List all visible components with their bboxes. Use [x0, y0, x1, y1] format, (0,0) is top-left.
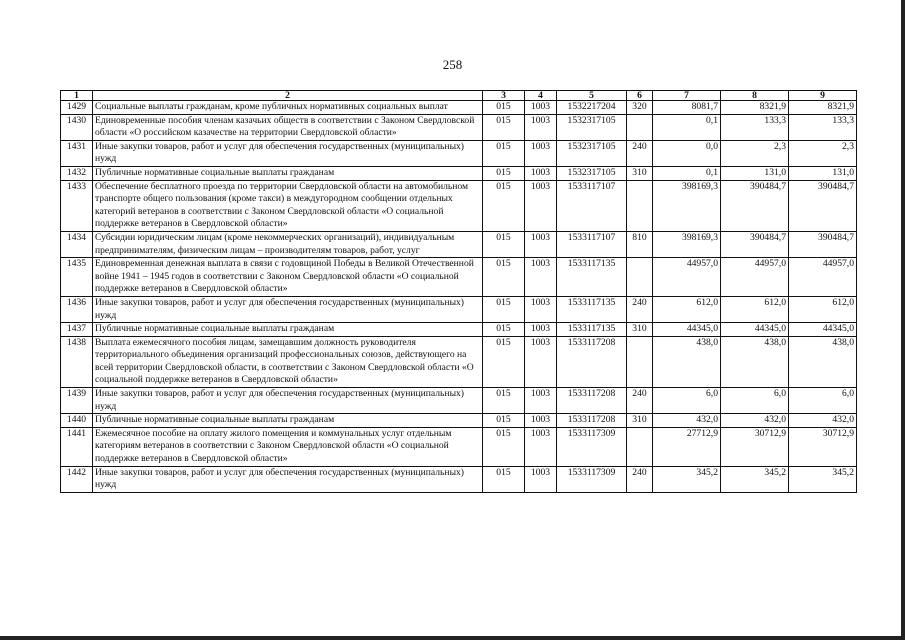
cell-desc: Иные закупки товаров, работ и услуг для обеспечения государственных (муниципальных) нужд: [93, 466, 483, 492]
cell-c6: [627, 336, 653, 387]
column-header: 5: [557, 91, 627, 101]
cell-c3: 015: [483, 258, 525, 297]
table-row: [61, 296, 857, 322]
cell-desc: Публичные нормативные социальные выплаты гражданам: [93, 323, 483, 337]
cell-c3: 015: [483, 180, 525, 231]
cell-c3: 015: [483, 336, 525, 387]
cell-c7: 0,1: [653, 166, 721, 180]
cell-c4: 1003: [525, 427, 557, 466]
cell-c4: 1003: [525, 114, 557, 140]
cell-c4: 1003: [525, 296, 557, 322]
cell-c5: 1533117208: [557, 336, 627, 387]
cell-c9: 44345,0: [789, 323, 857, 337]
cell-num: 1430: [61, 114, 93, 140]
table-row: [61, 414, 857, 428]
column-header: 8: [721, 91, 789, 101]
table-header: [61, 91, 857, 101]
cell-num: 1442: [61, 466, 93, 492]
cell-num: 1439: [61, 388, 93, 414]
cell-c8: 612,0: [721, 296, 789, 322]
cell-c8: 44957,0: [721, 258, 789, 297]
cell-c5: 1532317105: [557, 114, 627, 140]
cell-c6: 810: [627, 231, 653, 257]
cell-desc: Публичные нормативные социальные выплаты гражданам: [93, 166, 483, 180]
cell-c5: 1533117208: [557, 414, 627, 428]
cell-desc: Единовременные пособия членам казачьих обществ в соответствии с Законом Свердловской области «О российском казачестве на территории Свердловской области»: [93, 114, 483, 140]
cell-desc: Публичные нормативные социальные выплаты гражданам: [93, 414, 483, 428]
cell-c8: 8321,9: [721, 101, 789, 115]
column-header: 7: [653, 91, 721, 101]
table-row: [61, 180, 857, 231]
table-row: [61, 427, 857, 466]
table-row: [61, 166, 857, 180]
cell-c4: 1003: [525, 166, 557, 180]
cell-c8: 438,0: [721, 336, 789, 387]
cell-c6: [627, 114, 653, 140]
cell-c8: 390484,7: [721, 180, 789, 231]
cell-c7: 345,2: [653, 466, 721, 492]
table-row: [61, 101, 857, 115]
cell-c4: 1003: [525, 323, 557, 337]
cell-c6: 320: [627, 101, 653, 115]
cell-c6: 310: [627, 166, 653, 180]
cell-c7: 432,0: [653, 414, 721, 428]
cell-c9: 2,3: [789, 140, 857, 166]
cell-num: 1440: [61, 414, 93, 428]
cell-c5: 1532317105: [557, 140, 627, 166]
cell-desc: Выплата ежемесячного пособия лицам, замещавшим должность руководителя территориального объединения организаций профессиональных союзов, действующего на всей территории Свердловской области, в соответствии с Законом Свердловской области «О социальной поддержке ветеранов в Свердловской области»: [93, 336, 483, 387]
cell-c9: 432,0: [789, 414, 857, 428]
cell-desc: Иные закупки товаров, работ и услуг для обеспечения государственных (муниципальных) нужд: [93, 388, 483, 414]
cell-num: 1435: [61, 258, 93, 297]
cell-c4: 1003: [525, 258, 557, 297]
cell-c4: 1003: [525, 180, 557, 231]
cell-c3: 015: [483, 427, 525, 466]
cell-c5: 1533117208: [557, 388, 627, 414]
cell-num: 1431: [61, 140, 93, 166]
cell-desc: Иные закупки товаров, работ и услуг для обеспечения государственных (муниципальных) нужд: [93, 140, 483, 166]
cell-c3: 015: [483, 101, 525, 115]
cell-c3: 015: [483, 114, 525, 140]
cell-c4: 1003: [525, 466, 557, 492]
cell-c6: 240: [627, 296, 653, 322]
column-header: 2: [93, 91, 483, 101]
cell-c7: 27712,9: [653, 427, 721, 466]
cell-c5: 1533117309: [557, 466, 627, 492]
cell-num: 1429: [61, 101, 93, 115]
cell-c7: 398169,3: [653, 231, 721, 257]
table-row: [61, 231, 857, 257]
cell-c8: 131,0: [721, 166, 789, 180]
page-number: 258: [442, 57, 463, 72]
cell-c9: 390484,7: [789, 231, 857, 257]
column-header: 1: [61, 91, 93, 101]
cell-c4: 1003: [525, 336, 557, 387]
cell-c6: [627, 258, 653, 297]
cell-c8: 30712,9: [721, 427, 789, 466]
table-row: [61, 388, 857, 414]
cell-c8: 44345,0: [721, 323, 789, 337]
cell-c7: 6,0: [653, 388, 721, 414]
cell-c9: 131,0: [789, 166, 857, 180]
cell-c5: 1533117309: [557, 427, 627, 466]
cell-c6: 310: [627, 323, 653, 337]
cell-c3: 015: [483, 296, 525, 322]
cell-c8: 2,3: [721, 140, 789, 166]
cell-c5: 1533117107: [557, 180, 627, 231]
cell-c7: 612,0: [653, 296, 721, 322]
cell-c8: 6,0: [721, 388, 789, 414]
cell-num: 1434: [61, 231, 93, 257]
cell-c9: 44957,0: [789, 258, 857, 297]
cell-c5: 1533117135: [557, 323, 627, 337]
cell-c3: 015: [483, 414, 525, 428]
cell-desc: Ежемесячное пособие на оплату жилого помещения и коммунальных услуг отдельным категориям ветеранов в соответствии с Законом Свердловской области «О социальной поддержке ветеранов в Свердловской области»: [93, 427, 483, 466]
cell-c4: 1003: [525, 140, 557, 166]
cell-c5: 1533117135: [557, 296, 627, 322]
cell-num: 1432: [61, 166, 93, 180]
column-header: 6: [627, 91, 653, 101]
cell-c3: 015: [483, 323, 525, 337]
cell-c7: 0,0: [653, 140, 721, 166]
cell-c3: 015: [483, 140, 525, 166]
cell-c4: 1003: [525, 231, 557, 257]
cell-c7: 44345,0: [653, 323, 721, 337]
budget-table: [60, 90, 857, 493]
table-row: [61, 323, 857, 337]
cell-c9: 8321,9: [789, 101, 857, 115]
cell-c7: 8081,7: [653, 101, 721, 115]
cell-c7: 438,0: [653, 336, 721, 387]
cell-c3: 015: [483, 466, 525, 492]
cell-c7: 44957,0: [653, 258, 721, 297]
cell-num: 1441: [61, 427, 93, 466]
cell-c5: 1533117135: [557, 258, 627, 297]
column-header: 3: [483, 91, 525, 101]
cell-num: 1433: [61, 180, 93, 231]
cell-desc: Социальные выплаты гражданам, кроме публичных нормативных социальных выплат: [93, 101, 483, 115]
cell-c5: 1532317105: [557, 166, 627, 180]
cell-c8: 390484,7: [721, 231, 789, 257]
cell-c7: 0,1: [653, 114, 721, 140]
cell-c9: 133,3: [789, 114, 857, 140]
table-body: [61, 101, 857, 493]
cell-c6: 240: [627, 388, 653, 414]
cell-c3: 015: [483, 231, 525, 257]
column-header: 9: [789, 91, 857, 101]
cell-c5: 1532217204: [557, 101, 627, 115]
cell-c8: 133,3: [721, 114, 789, 140]
table-row: [61, 466, 857, 492]
cell-num: 1438: [61, 336, 93, 387]
table-row: [61, 336, 857, 387]
cell-num: 1437: [61, 323, 93, 337]
cell-c8: 345,2: [721, 466, 789, 492]
cell-c4: 1003: [525, 414, 557, 428]
cell-desc: Единовременная денежная выплата в связи с годовщиной Победы в Великой Отечественной войне 1941 – 1945 годов в соответствии с Законом Свердловской области «О социальной поддержке ветеранов в Свердловской области»: [93, 258, 483, 297]
cell-c9: 438,0: [789, 336, 857, 387]
cell-c9: 6,0: [789, 388, 857, 414]
cell-c6: 240: [627, 140, 653, 166]
cell-c7: 398169,3: [653, 180, 721, 231]
cell-desc: Обеспечение бесплатного проезда по территории Свердловской области на автомобильном транспорте общего пользования (кроме такси) в междугородном сообщении отдельных категорий ветеранов в соответствии с Законом Свердловской области «О социальной поддержке ветеранов в Свердловской области»: [93, 180, 483, 231]
cell-c6: [627, 180, 653, 231]
cell-c6: 310: [627, 414, 653, 428]
cell-c9: 390484,7: [789, 180, 857, 231]
cell-desc: Субсидии юридическим лицам (кроме некоммерческих организаций), индивидуальным предпринимателям, физическим лицам – производителям товаров, работ, услуг: [93, 231, 483, 257]
cell-c3: 015: [483, 388, 525, 414]
cell-c9: 612,0: [789, 296, 857, 322]
cell-c5: 1533117107: [557, 231, 627, 257]
column-header: 4: [525, 91, 557, 101]
table-row: [61, 258, 857, 297]
cell-num: 1436: [61, 296, 93, 322]
table-row: [61, 140, 857, 166]
cell-c6: 240: [627, 466, 653, 492]
table-row: [61, 114, 857, 140]
cell-c9: 30712,9: [789, 427, 857, 466]
cell-c8: 432,0: [721, 414, 789, 428]
cell-c6: [627, 427, 653, 466]
cell-c9: 345,2: [789, 466, 857, 492]
cell-desc: Иные закупки товаров, работ и услуг для обеспечения государственных (муниципальных) нужд: [93, 296, 483, 322]
cell-c3: 015: [483, 166, 525, 180]
cell-c4: 1003: [525, 388, 557, 414]
cell-c4: 1003: [525, 101, 557, 115]
